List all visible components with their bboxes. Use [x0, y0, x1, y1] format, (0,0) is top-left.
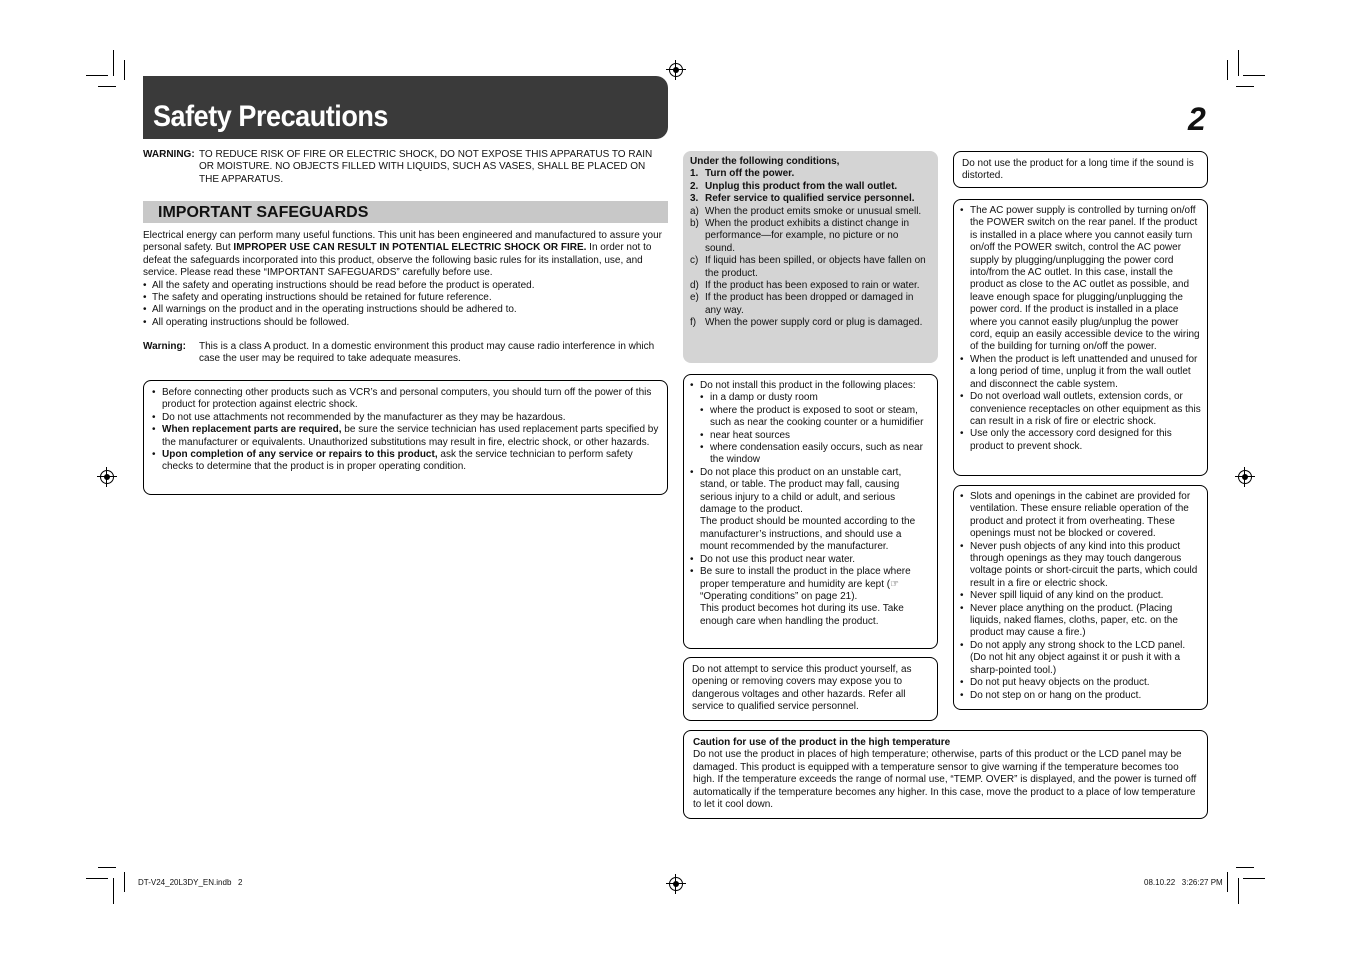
safeguards-intro	[143, 230, 668, 329]
connection-notes-box	[143, 380, 668, 495]
list-item: • The safety and operating instructions should be retained for future reference.	[143, 292, 668, 304]
list-item: • All warnings on the product and in the operating instructions should be adhered to.	[143, 304, 668, 316]
registration-mark-icon	[100, 470, 114, 484]
power-supply-box	[953, 199, 1208, 476]
places-list	[700, 392, 931, 466]
intro-paragraph	[143, 230, 668, 280]
list-item: • Slots and openings in the cabinet are provided for ventilation. These ensure reliable operation of the product and protect it from overheating. These openings must not be blocked or covered.	[960, 491, 1201, 541]
registration-mark-icon	[669, 63, 683, 77]
list-item: • Never place anything on the product. (Placing liquids, naked flames, cloths, paper, etc. on the product may cause a fire.)	[960, 603, 1201, 640]
intro-text: In order not to defeat the safeguards incorporated into this product, observe the following basic rules for its installation, use, and service. Please read these “IMPORTANT SAFEGUARDS” carefully before use.	[143, 242, 652, 279]
crop-mark	[1243, 75, 1265, 76]
list-item	[152, 449, 659, 474]
page-title: Safety Precautions	[153, 100, 388, 133]
crop-mark	[1243, 878, 1265, 879]
item-text: If liquid has been spilled, or objects have fallen on the product.	[705, 255, 926, 279]
crop-mark	[86, 878, 108, 879]
conditions-steps	[690, 168, 931, 205]
item-text: When the product exhibits a distinct change in performance—for example, no picture or no sound.	[705, 218, 910, 254]
safeguards-list	[143, 280, 668, 330]
list-item: • where condensation easily occurs, such as near the window	[700, 442, 931, 467]
item-text: When the power supply cord or plug is damaged.	[705, 317, 923, 329]
sound-warning-box	[953, 151, 1208, 188]
list-item: • Use only the accessory cord designed for this product to prevent shock.	[960, 428, 1201, 453]
item-text: The product should be mounted according to the manufacturer’s instructions, and should use a mount recommended by the manufacturer.	[700, 516, 916, 553]
list-item: • Do not step on or hang on the product.	[960, 690, 1201, 702]
list-item	[690, 566, 931, 628]
item-key: 1.	[690, 168, 699, 180]
service-warning-box	[683, 657, 938, 721]
registration-mark-icon	[1238, 470, 1252, 484]
sound-text: Do not use the product for a long time if the sound is distorted.	[962, 158, 1194, 182]
bold-text: Upon completion of any service or repairs to this product,	[162, 449, 438, 461]
item-text: When the product emits smoke or unusual smell.	[705, 205, 922, 217]
item-key: c)	[690, 255, 699, 267]
item-key: d)	[690, 280, 699, 292]
power-list	[960, 205, 1201, 453]
list-item	[690, 380, 931, 467]
crop-mark	[1238, 878, 1239, 904]
service-conditions-box	[683, 151, 938, 363]
list-item	[690, 280, 931, 292]
list-item: • Before connecting other products such as VCR’s and personal computers, you should turn off the power of this product for protection against electric shock.	[152, 387, 659, 412]
class-a-text: This is a class A product. In a domestic environment this product may cause radio interference in which case the user may be required to take adequate measures.	[199, 341, 655, 365]
connection-list	[152, 387, 659, 474]
list-item	[690, 181, 931, 193]
temperature-heading: Caution for use of the product in the high temperature	[693, 737, 951, 748]
list-item: • When the product is left unattended and unused for a long period of time, unplug it from the wall outlet and disconnect the cable system.	[960, 354, 1201, 391]
class-a-label: Warning:	[143, 341, 186, 352]
crop-mark	[86, 75, 108, 76]
item-text: If the product has been exposed to rain or water.	[705, 280, 920, 292]
list-item: • Do not use this product near water.	[690, 554, 931, 566]
warning-text: TO REDUCE RISK OF FIRE OR ELECTRIC SHOCK, DO NOT EXPOSE THIS APPARATUS TO RAIN OR MOISTURE. NO OBJECTS FILLED WITH LIQUIDS, SUCH AS VASES, SHALL BE PLACED ON THE APPARATUS.	[199, 149, 653, 185]
item-key: 2.	[690, 180, 699, 192]
item-text: This product becomes hot during its use. Take enough care when handling the product.	[700, 603, 904, 627]
list-item: • in a damp or dusty room	[700, 392, 931, 404]
ventilation-list	[960, 491, 1201, 702]
intro-text: Electrical energy can perform many useful functions. This unit has been engineered and manufactured to assure your personal safety. But	[143, 230, 662, 254]
footer-filename: DT-V24_20L3DY_EN.indb 2	[138, 878, 243, 887]
list-item	[690, 206, 931, 218]
list-item	[690, 467, 931, 554]
crop-mark	[1227, 872, 1228, 892]
page-number: 2	[1188, 101, 1206, 137]
ventilation-box	[953, 485, 1208, 710]
list-item: • Do not use attachments not recommended by the manufacturer as they may be hazardous.	[152, 412, 659, 424]
installation-box	[683, 374, 938, 649]
item-key: b)	[690, 218, 699, 230]
installation-list	[690, 380, 931, 628]
crop-mark	[113, 50, 114, 76]
list-item: • near heat sources	[700, 430, 931, 442]
crop-mark	[1238, 50, 1239, 76]
list-item: • All operating instructions should be followed.	[143, 317, 668, 329]
temperature-text: Do not use the product in places of high temperature; otherwise, parts of this product or the LCD panel may be damaged. This product is equipped with a temperature sensor to give warning if the temperature becomes too high. If the temperature exceeds the range of normal use, “TEMP. OVER” is displayed, and the power is turned off automatically if the temperature becomes any higher. In this case, move the product to a place of low temperature to let it cool down.	[693, 749, 1197, 811]
crop-mark	[98, 867, 116, 868]
safeguards-heading: IMPORTANT SAFEGUARDS	[158, 204, 369, 221]
conditions-items	[690, 206, 931, 330]
service-text: Do not attempt to service this product yourself, as opening or removing covers may expose you to dangerous voltages and other hazards. Refer all service to qualified service personnel.	[692, 664, 912, 713]
item-text: Unplug this product from the wall outlet.	[705, 180, 898, 192]
intro-bold-text: IMPROPER USE CAN RESULT IN POTENTIAL ELECTRIC SHOCK OR FIRE.	[233, 242, 587, 254]
list-item: • All the safety and operating instructions should be read before the product is operated.	[143, 280, 668, 292]
registration-mark-icon	[669, 877, 683, 891]
list-item	[690, 255, 931, 280]
item-text: Do not place this product on an unstable cart, stand, or table. The product may fall, causing serious injury to a child or adult, and serious damage to the product.	[700, 466, 902, 516]
crop-mark	[1236, 86, 1254, 87]
item-text: Do not install this product in the following places:	[700, 380, 916, 391]
item-text: be sure the service technician has used replacement parts specified by the manufacturer or equivalents. Unauthorized substitutions may result in fire, electric shock, or other hazards.	[162, 424, 659, 448]
crop-mark	[124, 872, 125, 892]
crop-mark	[1227, 60, 1228, 80]
list-item: • where the product is exposed to soot or steam, such as near the cooking counter or a humidifier	[700, 405, 931, 430]
warning-label: WARNING:	[143, 149, 195, 160]
list-item	[690, 168, 931, 180]
crop-mark	[124, 60, 125, 80]
item-text: Be sure to install the product in the place where proper temperature and humidity are kept (☞ “Operating conditions” on page 21).	[700, 566, 911, 602]
list-item: • Never spill liquid of any kind on the product.	[960, 590, 1201, 602]
list-item: • Do not overload wall outlets, extension cords, or convenience receptacles on other equipment as this can result in a risk of fire or electric shock.	[960, 391, 1201, 428]
list-item: • Do not put heavy objects on the product.	[960, 677, 1201, 689]
item-key: 3.	[690, 193, 699, 205]
list-item	[690, 193, 931, 205]
item-text: ask the service technician to perform safety checks to determine that the product is in proper operating condition.	[162, 449, 633, 473]
high-temperature-box	[683, 730, 1208, 819]
list-item: • The AC power supply is controlled by turning on/off the POWER switch on the rear panel. If the product is installed in a place where you cannot easily turn on/off the POWER switch, control the AC power supply by plugging/unplugging the power cord into/from the AC outlet. In this case, install the product as close to the AC outlet as possible, and leave enough space for plugging/unplugging the power cord. If the product is installed in a place where you cannot easily plug/unplug the power cord, equip an easily accessible device to the wiring of the building for turning on/off the power.	[960, 205, 1201, 354]
safeguards-heading-bar	[143, 201, 668, 223]
footer-timestamp: 08.10.22 3:26:27 PM	[1144, 878, 1223, 887]
list-item	[690, 317, 931, 329]
crop-mark	[113, 878, 114, 904]
item-key: a)	[690, 205, 699, 217]
item-key: e)	[690, 292, 699, 304]
list-item: • Do not apply any strong shock to the LCD panel. (Do not hit any object against it or push it with a sharp-pointed tool.)	[960, 640, 1201, 677]
list-item	[152, 424, 659, 449]
list-item	[690, 218, 931, 255]
item-key: f)	[690, 317, 697, 329]
crop-mark	[98, 86, 116, 87]
item-text: Turn off the power.	[705, 168, 795, 180]
bold-text: When replacement parts are required,	[162, 424, 342, 436]
conditions-heading: Under the following conditions,	[690, 156, 840, 167]
list-item	[690, 292, 931, 317]
item-text: If the product has been dropped or damaged in any way.	[705, 292, 914, 316]
list-item: • Never push objects of any kind into this product through openings as they may touch dangerous voltage points or short-circuit the parts, which could result in a fire or electric shock.	[960, 541, 1201, 591]
item-text: Refer service to qualified service personnel.	[705, 193, 915, 205]
crop-mark	[1236, 867, 1254, 868]
title-bar	[143, 76, 668, 139]
